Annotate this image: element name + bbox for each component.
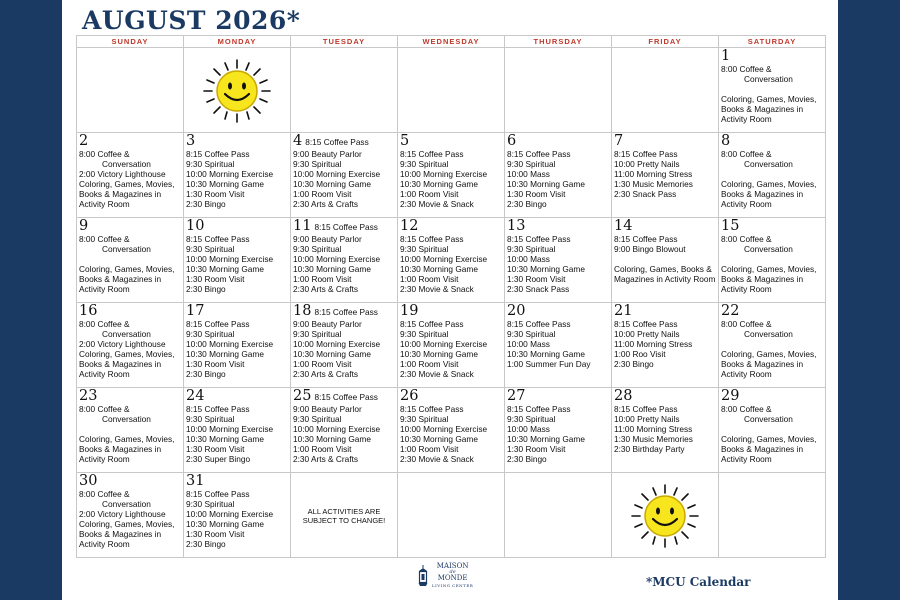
activity-line: 2:30 Movie & Snack — [400, 199, 474, 210]
activity-line: 8:00 Coffee & — [79, 489, 130, 499]
day-cell — [77, 388, 184, 473]
activity-line: 8:15 Coffee Pass — [314, 222, 378, 232]
day-cell — [184, 473, 291, 558]
activity-line: 2:30 Arts & Crafts — [293, 454, 359, 465]
day-cell-content — [291, 133, 397, 210]
day-cell-content — [612, 388, 718, 454]
sun-icon — [622, 483, 708, 549]
day-number: 20 — [507, 303, 526, 319]
day-number: 17 — [186, 303, 205, 319]
day-cell — [719, 388, 826, 473]
empty-day-cell — [719, 473, 826, 558]
activity-line: Coloring, Games, Movies, Books & Magazines in Activity Room — [79, 179, 175, 210]
day-number: 1 — [721, 48, 731, 64]
day-cell — [612, 303, 719, 388]
activity-line: Conversation — [744, 329, 793, 340]
spacer — [721, 169, 823, 179]
calendar-page — [62, 0, 838, 600]
activities-notice: ALL ACTIVITIES ARE SUBJECT TO CHANGE! — [302, 507, 386, 525]
sun-decoration-cell — [184, 48, 291, 133]
activity-line: 1:30 Room Visit — [186, 444, 245, 455]
activity-line: 9:30 Spiritual — [293, 414, 342, 425]
day-cell-content — [184, 218, 290, 295]
activity-line: Coloring, Games, Movies, Books & Magazines in Activity Room — [79, 519, 175, 550]
activity-line: 2:30 Super Bingo — [186, 454, 251, 465]
day-cell-content — [77, 473, 183, 550]
activity-line: 8:00 Coffee & — [721, 404, 772, 414]
day-cell-content — [719, 48, 825, 124]
day-number: 5 — [400, 133, 410, 149]
activity-line: 10:00 Morning Exercise — [186, 169, 274, 180]
day-number: 7 — [614, 133, 624, 149]
activity-line: 10:30 Morning Game — [507, 349, 585, 360]
day-number: 10 — [186, 218, 205, 234]
activity-line: 10:30 Morning Game — [293, 264, 371, 275]
activity-line: 8:00 Coffee & — [79, 319, 130, 329]
activity-line: 8:15 Coffee Pass — [400, 234, 464, 244]
activity-line: 9:30 Spiritual — [507, 329, 556, 340]
day-number: 2 — [79, 133, 89, 149]
activity-line: 10:00 Morning Exercise — [186, 254, 274, 265]
activity-line: 10:00 Mass — [507, 339, 550, 350]
empty-day-cell — [398, 473, 505, 558]
activity-line: Conversation — [102, 244, 151, 255]
activity-line: 10:30 Morning Game — [400, 179, 478, 190]
activity-line: 2:30 Bingo — [614, 359, 654, 370]
activity-line: 2:30 Bingo — [186, 284, 226, 295]
sun-icon — [194, 58, 280, 124]
activity-line: 8:00 Coffee & — [721, 64, 772, 74]
activity-line: Conversation — [102, 159, 151, 170]
activity-line: 1:00 Room Visit — [400, 274, 459, 285]
activity-line: 8:15 Coffee Pass — [400, 404, 464, 414]
day-number: 27 — [507, 388, 526, 404]
day-cell-content — [184, 133, 290, 210]
day-cell — [719, 303, 826, 388]
day-cell-content — [77, 303, 183, 380]
day-cell — [77, 473, 184, 558]
activity-line: 10:00 Morning Exercise — [293, 169, 381, 180]
day-cell — [505, 303, 612, 388]
activity-line: 2:30 Bingo — [507, 199, 547, 210]
day-cell — [291, 303, 398, 388]
spacer — [721, 84, 823, 94]
activity-line: 9:30 Spiritual — [400, 244, 449, 255]
day-cell — [184, 303, 291, 388]
activity-line: 2:30 Birthday Party — [614, 444, 685, 455]
day-cell — [184, 133, 291, 218]
activity-line: Conversation — [102, 499, 151, 510]
activity-line: 2:30 Snack Pass — [614, 189, 677, 200]
day-number: 4 — [293, 133, 303, 149]
day-cell — [291, 388, 398, 473]
activity-line: Conversation — [744, 159, 793, 170]
activity-line: 9:30 Spiritual — [186, 499, 235, 510]
activity-line: 9:30 Spiritual — [293, 329, 342, 340]
activity-line: 8:15 Coffee Pass — [507, 234, 571, 244]
day-number: 19 — [400, 303, 419, 319]
day-number: 23 — [79, 388, 98, 404]
activity-line: 1:30 Room Visit — [186, 274, 245, 285]
weekday-header-tuesday: TUESDAY — [291, 36, 398, 48]
day-number: 13 — [507, 218, 526, 234]
spacer — [721, 339, 823, 349]
activity-line: 9:30 Spiritual — [400, 329, 449, 340]
day-cell — [398, 388, 505, 473]
day-number: 15 — [721, 218, 740, 234]
mcu-calendar-note: *MCU Calendar — [646, 575, 751, 589]
activity-line: 10:30 Morning Game — [186, 434, 264, 445]
activity-line: 9:00 Beauty Parlor — [293, 149, 362, 159]
day-cell-content — [505, 388, 611, 465]
activity-line: 2:00 Victory Lighthouse — [79, 339, 166, 350]
activity-line: 10:00 Morning Exercise — [293, 339, 381, 350]
day-cell-content — [77, 218, 183, 294]
day-cell — [77, 303, 184, 388]
empty-day-cell — [505, 473, 612, 558]
week-row — [77, 48, 826, 133]
activity-line: 10:30 Morning Game — [186, 179, 264, 190]
spacer — [721, 424, 823, 434]
logo-line3: MONDE — [437, 574, 468, 582]
activity-line: 8:15 Coffee Pass — [186, 149, 250, 159]
activity-line: 8:15 Coffee Pass — [186, 234, 250, 244]
activity-line: 1:30 Room Visit — [186, 189, 245, 200]
day-cell-content — [398, 388, 504, 465]
activity-line: 8:00 Coffee & — [79, 234, 130, 244]
activity-line: Conversation — [744, 74, 793, 85]
activity-line: Coloring, Games, Movies, Books & Magazines in Activity Room — [721, 179, 817, 210]
spacer — [79, 424, 181, 434]
day-cell — [612, 388, 719, 473]
day-cell-content — [719, 133, 825, 209]
activity-line: 10:00 Pretty Nails — [614, 159, 680, 170]
activity-line: 10:30 Morning Game — [400, 349, 478, 360]
day-cell — [719, 218, 826, 303]
activity-line: 10:00 Morning Exercise — [186, 509, 274, 520]
day-cell-content — [77, 133, 183, 210]
activity-line: 8:15 Coffee Pass — [186, 319, 250, 329]
activity-line: 1:30 Room Visit — [186, 359, 245, 370]
activity-line: 1:00 Room Visit — [293, 444, 352, 455]
activity-line: 2:30 Arts & Crafts — [293, 284, 359, 295]
day-cell-content — [184, 388, 290, 465]
activity-line: 1:00 Room Visit — [293, 274, 352, 285]
weekday-header-thursday: THURSDAY — [505, 36, 612, 48]
activity-line: 9:30 Spiritual — [186, 244, 235, 255]
activity-line: 8:15 Coffee Pass — [507, 319, 571, 329]
day-cell-content — [719, 218, 825, 294]
activity-line: 8:15 Coffee Pass — [400, 319, 464, 329]
day-number: 18 — [293, 303, 312, 319]
activity-line: 1:00 Room Visit — [400, 189, 459, 200]
activity-line: 8:15 Coffee Pass — [186, 489, 250, 499]
day-cell-content — [398, 303, 504, 380]
day-number: 25 — [293, 388, 312, 404]
activity-line: 2:30 Movie & Snack — [400, 369, 474, 380]
activity-line: 1:00 Room Visit — [400, 444, 459, 455]
activity-line: 9:30 Spiritual — [293, 159, 342, 170]
activity-line: 2:30 Snack Pass — [507, 284, 570, 295]
activity-line: 9:30 Spiritual — [507, 159, 556, 170]
activity-line: 10:30 Morning Game — [293, 349, 371, 360]
activity-line: Coloring, Games, Movies, Books & Magazines in Activity Room — [721, 264, 817, 295]
activity-line: 8:15 Coffee Pass — [305, 137, 369, 147]
logo-line4: LIVING CENTER — [432, 583, 474, 588]
activity-line: 9:30 Spiritual — [186, 159, 235, 170]
activity-line: 10:00 Mass — [507, 424, 550, 435]
activity-line: 10:00 Pretty Nails — [614, 414, 680, 425]
activity-line: 10:30 Morning Game — [186, 349, 264, 360]
day-cell-content — [398, 133, 504, 210]
activity-line: 10:30 Morning Game — [186, 519, 264, 530]
day-number: 8 — [721, 133, 731, 149]
activity-line: 1:00 Room Visit — [400, 359, 459, 370]
activity-line: 2:00 Victory Lighthouse — [79, 509, 166, 520]
day-cell-content — [184, 303, 290, 380]
day-cell-content — [77, 388, 183, 464]
activity-line: 8:15 Coffee Pass — [507, 149, 571, 159]
week-row — [77, 218, 826, 303]
empty-day-cell — [505, 48, 612, 133]
day-cell — [398, 133, 505, 218]
day-cell — [398, 218, 505, 303]
day-number: 31 — [186, 473, 205, 489]
activity-line: 10:30 Morning Game — [293, 179, 371, 190]
empty-day-cell — [398, 48, 505, 133]
activity-line: 2:30 Arts & Crafts — [293, 199, 359, 210]
day-cell-content — [719, 303, 825, 379]
empty-day-cell — [291, 48, 398, 133]
logo-line1: MAISON — [436, 562, 469, 570]
week-row — [77, 303, 826, 388]
activity-line: 9:00 Bingo Blowout — [614, 244, 686, 255]
activity-line: 2:30 Movie & Snack — [400, 454, 474, 465]
activity-line: 1:30 Room Visit — [507, 189, 566, 200]
empty-day-cell — [612, 48, 719, 133]
activity-line: 1:00 Room Visit — [293, 189, 352, 200]
spacer — [721, 254, 823, 264]
calendar-grid — [76, 35, 826, 558]
activity-line: 10:00 Morning Exercise — [186, 424, 274, 435]
activity-line: 10:00 Morning Exercise — [400, 424, 488, 435]
day-cell — [505, 133, 612, 218]
activity-line: 10:00 Morning Exercise — [293, 254, 381, 265]
activity-line: 8:15 Coffee Pass — [400, 149, 464, 159]
activity-line: 10:00 Morning Exercise — [400, 169, 488, 180]
activity-line: Coloring, Games, Books & Magazines in Activity Room — [614, 264, 716, 285]
activity-line: 9:30 Spiritual — [507, 244, 556, 255]
day-cell-content — [505, 218, 611, 295]
notice-cell — [291, 473, 398, 558]
week-row — [77, 388, 826, 473]
day-number: 3 — [186, 133, 196, 149]
activity-line: 2:30 Movie & Snack — [400, 284, 474, 295]
week-row — [77, 473, 826, 558]
activity-line: Conversation — [102, 414, 151, 425]
activity-line: 2:30 Bingo — [186, 539, 226, 550]
activity-line: 10:30 Morning Game — [507, 264, 585, 275]
activity-line: 1:30 Room Visit — [507, 274, 566, 285]
activity-line: 9:30 Spiritual — [400, 414, 449, 425]
page-title: AUGUST 2026* — [82, 6, 301, 35]
activity-line: 9:00 Beauty Parlor — [293, 404, 362, 414]
activity-line: 8:15 Coffee Pass — [614, 234, 678, 244]
activity-line: Coloring, Games, Movies, Books & Magazines in Activity Room — [79, 434, 175, 465]
sun-decoration-cell — [612, 473, 719, 558]
weekday-header-sunday: SUNDAY — [77, 36, 184, 48]
day-cell-content — [291, 218, 397, 295]
day-cell — [291, 218, 398, 303]
day-cell-content — [612, 218, 718, 284]
activity-line: 2:30 Bingo — [186, 369, 226, 380]
activity-line: 1:00 Roo Visit — [614, 349, 666, 360]
activity-line: 10:00 Morning Exercise — [293, 424, 381, 435]
day-cell-content — [398, 218, 504, 295]
activity-line: 8:15 Coffee Pass — [614, 319, 678, 329]
activity-line: 10:00 Mass — [507, 254, 550, 265]
day-number: 28 — [614, 388, 633, 404]
activity-line: 11:00 Morning Stress — [614, 339, 693, 350]
activity-line: 9:30 Spiritual — [507, 414, 556, 425]
spacer — [79, 254, 181, 264]
activity-line: 10:30 Morning Game — [400, 434, 478, 445]
maison-de-monde-logo — [417, 563, 473, 589]
day-cell — [612, 218, 719, 303]
day-number: 22 — [721, 303, 740, 319]
activity-line: 1:30 Music Memories — [614, 179, 693, 190]
day-cell — [505, 218, 612, 303]
activity-line: 8:15 Coffee Pass — [614, 404, 678, 414]
day-number: 16 — [79, 303, 98, 319]
spacer — [614, 254, 716, 264]
day-number: 12 — [400, 218, 419, 234]
activity-line: 9:30 Spiritual — [400, 159, 449, 170]
activity-line: 10:30 Morning Game — [186, 264, 264, 275]
weekday-header-friday: FRIDAY — [612, 36, 719, 48]
activity-line: 1:00 Room Visit — [293, 359, 352, 370]
activity-line: 9:00 Beauty Parlor — [293, 234, 362, 244]
activity-line: Coloring, Games, Movies, Books & Magazines in Activity Room — [79, 349, 175, 380]
day-cell — [77, 133, 184, 218]
day-cell — [77, 218, 184, 303]
day-cell-content — [291, 388, 397, 465]
weekday-header-row — [77, 36, 826, 48]
activity-line: 8:15 Coffee Pass — [507, 404, 571, 414]
activity-line: 8:00 Coffee & — [79, 149, 130, 159]
activity-line: 10:00 Mass — [507, 169, 550, 180]
activity-line: 9:30 Spiritual — [293, 244, 342, 255]
weekday-header-wednesday: WEDNESDAY — [398, 36, 505, 48]
day-cell — [184, 218, 291, 303]
activity-line: 8:00 Coffee & — [721, 149, 772, 159]
day-cell-content — [719, 388, 825, 464]
day-cell-content — [612, 303, 718, 369]
activity-line: Coloring, Games, Movies, Books & Magazines in Activity Room — [79, 264, 175, 295]
activity-line: 10:00 Morning Exercise — [400, 254, 488, 265]
activity-line: 8:00 Coffee & — [721, 234, 772, 244]
activity-line: 2:30 Bingo — [507, 454, 547, 465]
logo-line2: de — [449, 569, 456, 575]
day-cell — [505, 388, 612, 473]
day-cell-content — [505, 303, 611, 369]
day-cell — [291, 133, 398, 218]
day-number: 9 — [79, 218, 89, 234]
activity-line: 8:00 Coffee & — [79, 404, 130, 414]
activity-line: 2:30 Arts & Crafts — [293, 369, 359, 380]
day-number: 14 — [614, 218, 633, 234]
day-cell — [719, 48, 826, 133]
activity-line: Conversation — [744, 244, 793, 255]
activity-line: 10:00 Morning Exercise — [400, 339, 488, 350]
weekday-header-saturday: SATURDAY — [719, 36, 826, 48]
day-number: 21 — [614, 303, 633, 319]
day-cell-content — [612, 133, 718, 199]
day-cell — [612, 133, 719, 218]
day-number: 11 — [293, 218, 312, 234]
activity-line: 10:30 Morning Game — [507, 179, 585, 190]
activity-line: Conversation — [744, 414, 793, 425]
activity-line: 10:00 Pretty Nails — [614, 329, 680, 340]
activity-line: 11:00 Morning Stress — [614, 169, 693, 180]
activity-line: 10:30 Morning Game — [507, 434, 585, 445]
day-cell-content — [505, 133, 611, 210]
day-number: 24 — [186, 388, 205, 404]
activity-line: 8:15 Coffee Pass — [614, 149, 678, 159]
activity-line: 10:30 Morning Game — [400, 264, 478, 275]
activity-line: 8:15 Coffee Pass — [314, 392, 378, 402]
empty-day-cell — [77, 48, 184, 133]
day-number: 26 — [400, 388, 419, 404]
day-number: 29 — [721, 388, 740, 404]
activity-line: 9:30 Spiritual — [186, 329, 235, 340]
activity-line: Conversation — [102, 329, 151, 340]
activity-line: 11:00 Morning Stress — [614, 424, 693, 435]
activity-line: Coloring, Games, Movies, Books & Magazines in Activity Room — [721, 434, 817, 465]
day-cell-content — [184, 473, 290, 550]
activity-line: 1:00 Summer Fun Day — [507, 359, 591, 370]
activity-line: 10:00 Morning Exercise — [186, 339, 274, 350]
activity-line: 8:15 Coffee Pass — [314, 307, 378, 317]
activity-line: 1:30 Music Memories — [614, 434, 693, 445]
activity-line: 10:30 Morning Game — [293, 434, 371, 445]
activity-line: 1:30 Room Visit — [186, 529, 245, 540]
activity-line: Coloring, Games, Movies, Books & Magazines in Activity Room — [721, 94, 817, 125]
week-row — [77, 133, 826, 218]
activity-line: 9:00 Beauty Parlor — [293, 319, 362, 329]
weekday-header-monday: MONDAY — [184, 36, 291, 48]
activity-line: 1:30 Room Visit — [507, 444, 566, 455]
activity-line: 2:30 Bingo — [186, 199, 226, 210]
activity-line: 2:00 Victory Lighthouse — [79, 169, 166, 180]
activity-line: 9:30 Spiritual — [186, 414, 235, 425]
day-cell — [398, 303, 505, 388]
day-cell — [184, 388, 291, 473]
activity-line: 8:00 Coffee & — [721, 319, 772, 329]
lantern-icon — [417, 565, 429, 587]
activity-line: Coloring, Games, Movies, Books & Magazines in Activity Room — [721, 349, 817, 380]
day-cell — [719, 133, 826, 218]
day-number: 6 — [507, 133, 517, 149]
logo-wordmark — [432, 563, 473, 589]
activity-line: 8:15 Coffee Pass — [186, 404, 250, 414]
day-number: 30 — [79, 473, 98, 489]
day-cell-content — [291, 303, 397, 380]
